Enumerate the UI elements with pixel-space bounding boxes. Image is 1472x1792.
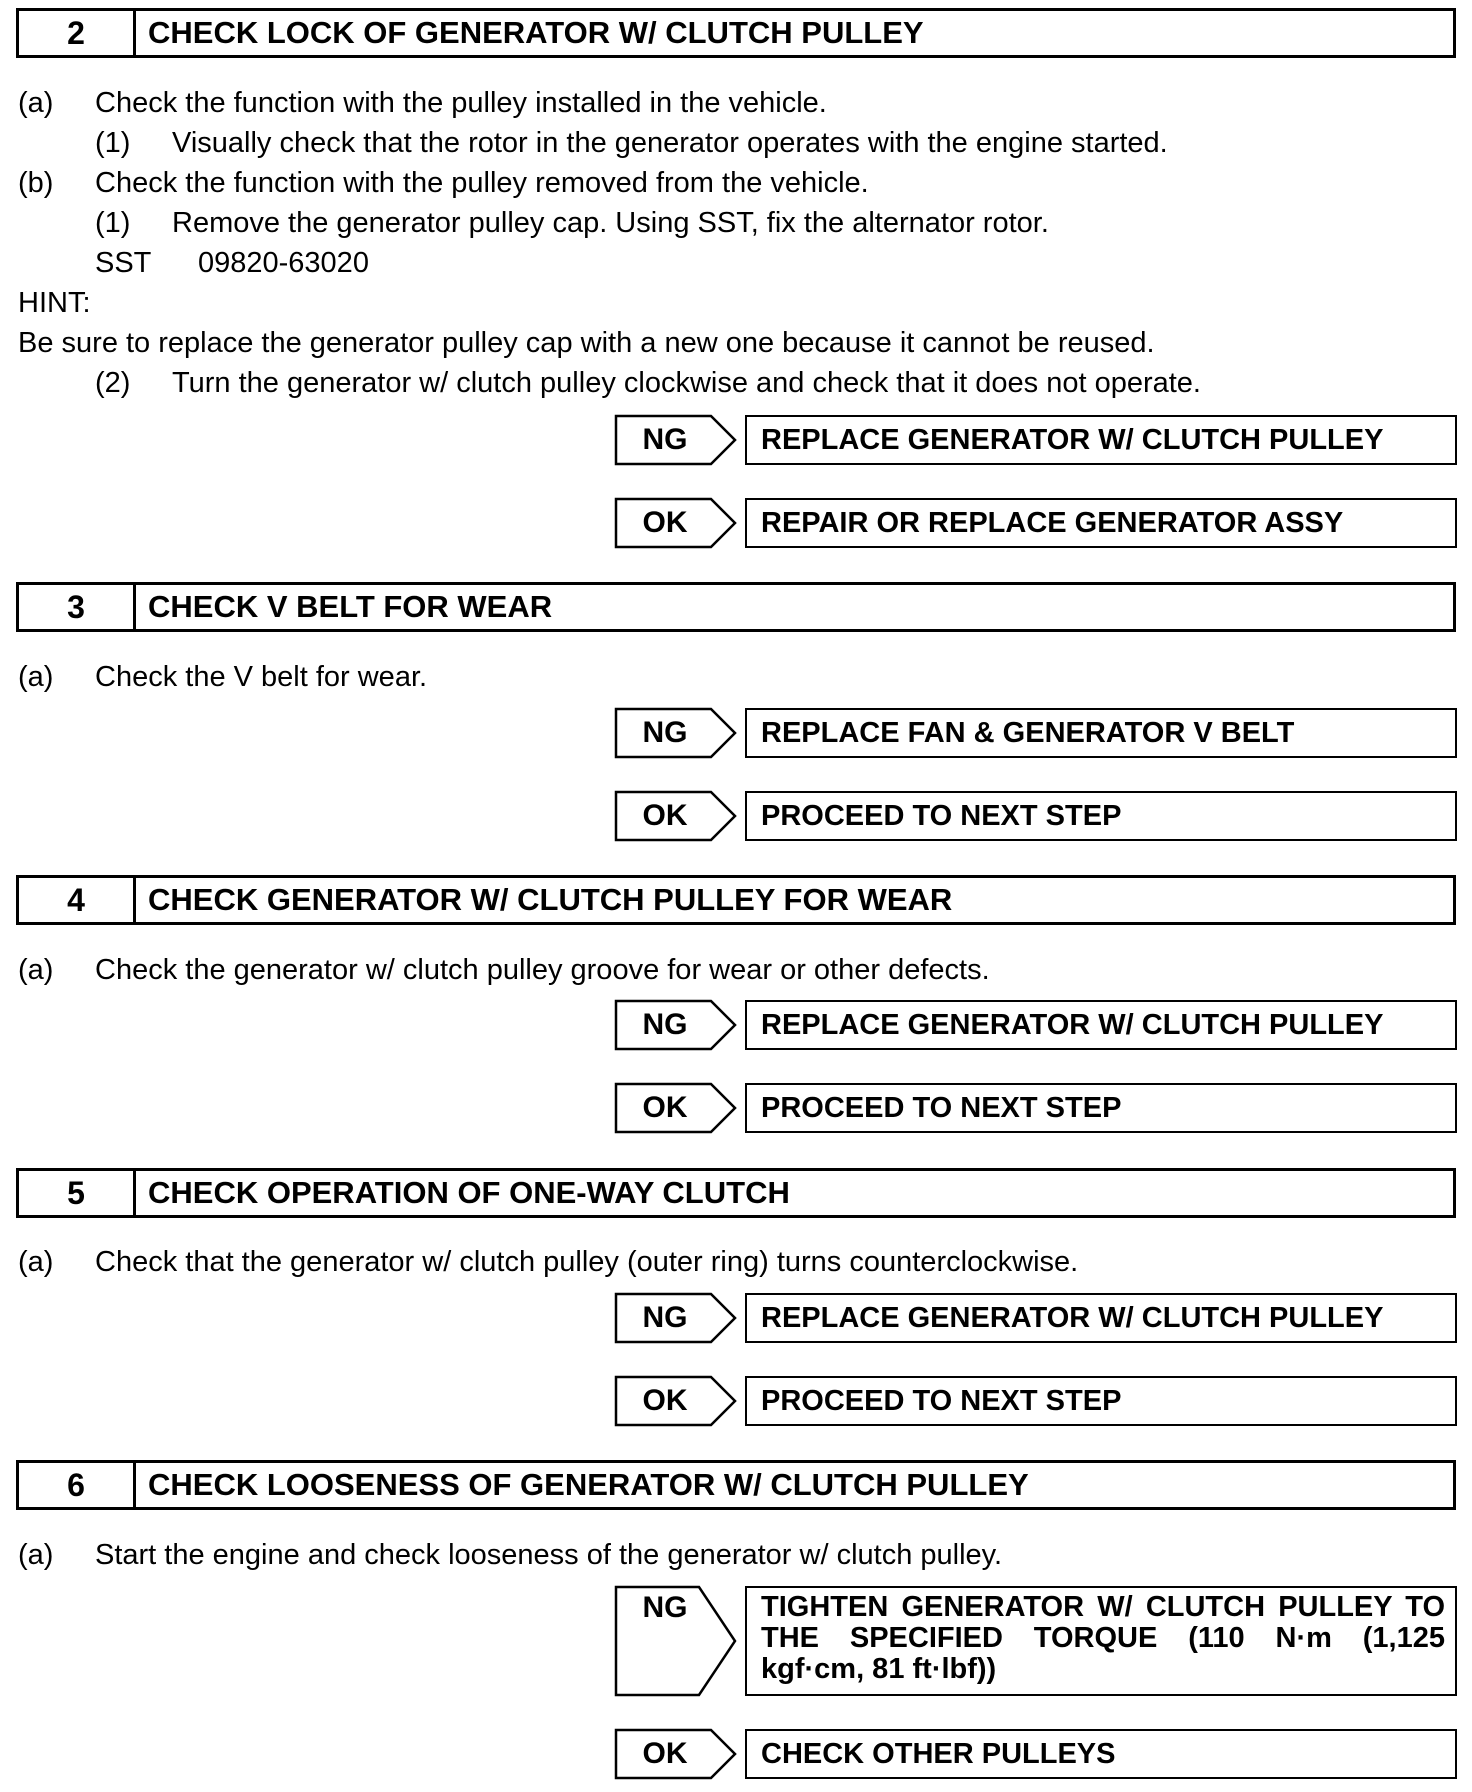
step-title: CHECK LOCK OF GENERATOR W/ CLUTCH PULLEY [148,15,924,50]
step-number: 4 [19,878,136,922]
ng-label: NG [642,1591,688,1624]
step-4-header [16,875,1456,925]
ok-label: OK [642,1091,688,1124]
ok-result: PROCEED TO NEXT STEP [745,1083,1457,1133]
item-text: Check that the generator w/ clutch pulley (outer ring) turns counterclockwise. [95,1246,1079,1278]
item-text: Check the V belt for wear. [95,661,428,693]
ng-label: NG [642,1301,688,1334]
ng-result: REPLACE FAN & GENERATOR V BELT [745,708,1457,758]
item-marker: (a) [18,661,54,693]
ng-result-line-2: THE SPECIFIED TORQUE (110 N·m (1,125 [761,1622,1445,1654]
ok-tag [615,1376,736,1426]
ok-tag [615,1729,736,1779]
ok-tag [615,791,736,841]
step-number: 5 [19,1171,136,1215]
ok-tag [615,498,736,548]
item-text: Check the function with the pulley installed in the vehicle. [95,87,827,119]
item-text: Check the function with the pulley removed from the vehicle. [95,167,869,199]
item-marker: (a) [18,87,54,119]
ng-result [745,1586,1457,1696]
step-title: CHECK OPERATION OF ONE-WAY CLUTCH [148,1175,790,1210]
ok-result: CHECK OTHER PULLEYS [745,1729,1457,1779]
ok-label: OK [642,506,688,539]
item-text: Check the generator w/ clutch pulley groove for wear or other defects. [95,954,990,986]
hint-text: Be sure to replace the generator pulley cap with a new one because it cannot be reused. [18,327,1155,359]
hint-label: HINT: [18,287,91,319]
ng-tag [615,1586,736,1696]
item-text: Start the engine and check looseness of the generator w/ clutch pulley. [95,1539,1003,1571]
step-title: CHECK V BELT FOR WEAR [148,589,553,624]
ok-tag [615,1083,736,1133]
item-text: Remove the generator pulley cap. Using SST, fix the alternator rotor. [172,207,1049,239]
item-text: Visually check that the rotor in the generator operates with the engine started. [172,127,1168,159]
ng-tag [615,415,736,465]
ng-tag [615,708,736,758]
step-number: 6 [19,1463,136,1507]
item-text: Turn the generator w/ clutch pulley clockwise and check that it does not operate. [172,367,1201,399]
ok-result: PROCEED TO NEXT STEP [745,1376,1457,1426]
ng-result: REPLACE GENERATOR W/ CLUTCH PULLEY [745,1000,1457,1050]
ng-tag [615,1000,736,1050]
ng-label: NG [642,1008,688,1041]
ok-label: OK [642,1737,688,1770]
ok-label: OK [642,1384,688,1417]
step-title: CHECK GENERATOR W/ CLUTCH PULLEY FOR WEAR [148,882,953,917]
ok-result: PROCEED TO NEXT STEP [745,791,1457,841]
step-2-header [16,8,1456,58]
item-marker: (a) [18,1539,54,1571]
item-marker: (a) [18,1246,54,1278]
ng-label: NG [642,423,688,456]
item-marker: (1) [95,127,131,159]
item-marker: (2) [95,367,131,399]
step-title: CHECK LOOSENESS OF GENERATOR W/ CLUTCH PULLEY [148,1467,1029,1502]
sst-value: 09820-63020 [198,247,369,279]
ng-result-line-3: kgf·cm, 81 ft·lbf)) [761,1653,997,1685]
step-number: 3 [19,585,136,629]
ng-result: REPLACE GENERATOR W/ CLUTCH PULLEY [745,1293,1457,1343]
ng-result: REPLACE GENERATOR W/ CLUTCH PULLEY [745,415,1457,465]
ok-label: OK [642,799,688,832]
step-6-header [16,1460,1456,1510]
ng-result-line-1: TIGHTEN GENERATOR W/ CLUTCH PULLEY TO [761,1591,1445,1623]
ok-result: REPAIR OR REPLACE GENERATOR ASSY [745,498,1457,548]
step-5-header [16,1168,1456,1218]
step-3-header [16,582,1456,632]
step-number: 2 [19,11,136,55]
item-marker: (1) [95,207,131,239]
ng-label: NG [642,716,688,749]
item-marker: (b) [18,167,54,199]
ng-tag [615,1293,736,1343]
item-marker: (a) [18,954,54,986]
sst-label: SST [95,247,152,279]
